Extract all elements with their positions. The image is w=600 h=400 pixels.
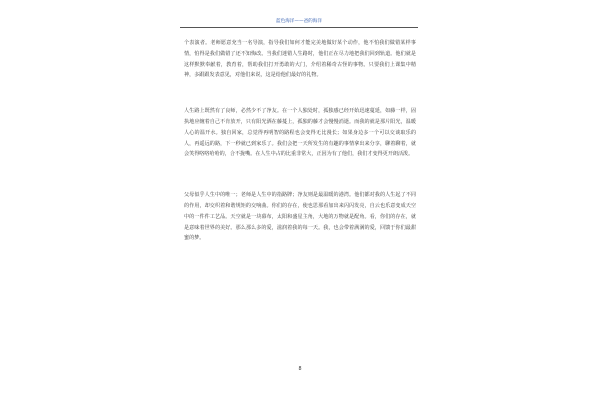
page-header-title: 蓝色海洋——爸的海洋 (276, 19, 322, 24)
paragraph-2: 人生路上既然有了良师，必然少不了净友。在一个人独处时，孤独感已经开始迅速蔓延，如藤一样，固执地应缠着自己不肯放开，只有阳光洒在藤蔓上，孤独的藤才会慢慢消逝。而我的就是那片阳光，温暖人心的温开水。独自回家，总觉得再明智的路程也会变得无比漫长；如果身边多一个可以交谈取乐的人，再遥远的路，下一秒就已到家乐了。我们会把一天所发生的有趣的事情拿出来分享，聊着聊着，就会笑得咯咯哈哈的，合不拢嘴。在人生中占的比重非常大，正因为有了他们，我们才变得更开朗活泼。 (184, 108, 416, 158)
paragraph-3: 父母似乎人生中的唯一；老师是人生中的指路牌；净友则是最温暖的港湾。他们都对我的人生起了不同的作用，却交织着和谐规矩的交响曲。你们的存在，使也思那看加出来闪闪发亮，自云也乐意变成天空中的一件件工艺品。天空就是一块幕布，太阳和盛星主角，大地的万物就是配角。看，你们的存在，就是意味着世界的美好。那么那么多的爱，滋润着我的每一天。我，也会带着满满的爱，回馈于你们最甜蜜的梦。 (184, 192, 416, 242)
page-number: 8 (298, 367, 302, 372)
header-divider (180, 27, 418, 28)
document-body (184, 38, 416, 244)
paragraph-1: 个表演者。老师愿意充当一名导演，指导我们如何才能完美地做好某个动作，他不怕我们做错某样事情，怕得是我们做错了还不知悔改。当我们迷错人生路时，他们正在尽力地把我们回到轨道。他们就是这样默默奉献着，教育着，帮助我们打开勇敢的大门，介绍着稀奇古怪的事物。只要我们上课集中精神，多跟跟发表意见，对他们来说，这是给他们最好的礼物。 (184, 40, 416, 79)
